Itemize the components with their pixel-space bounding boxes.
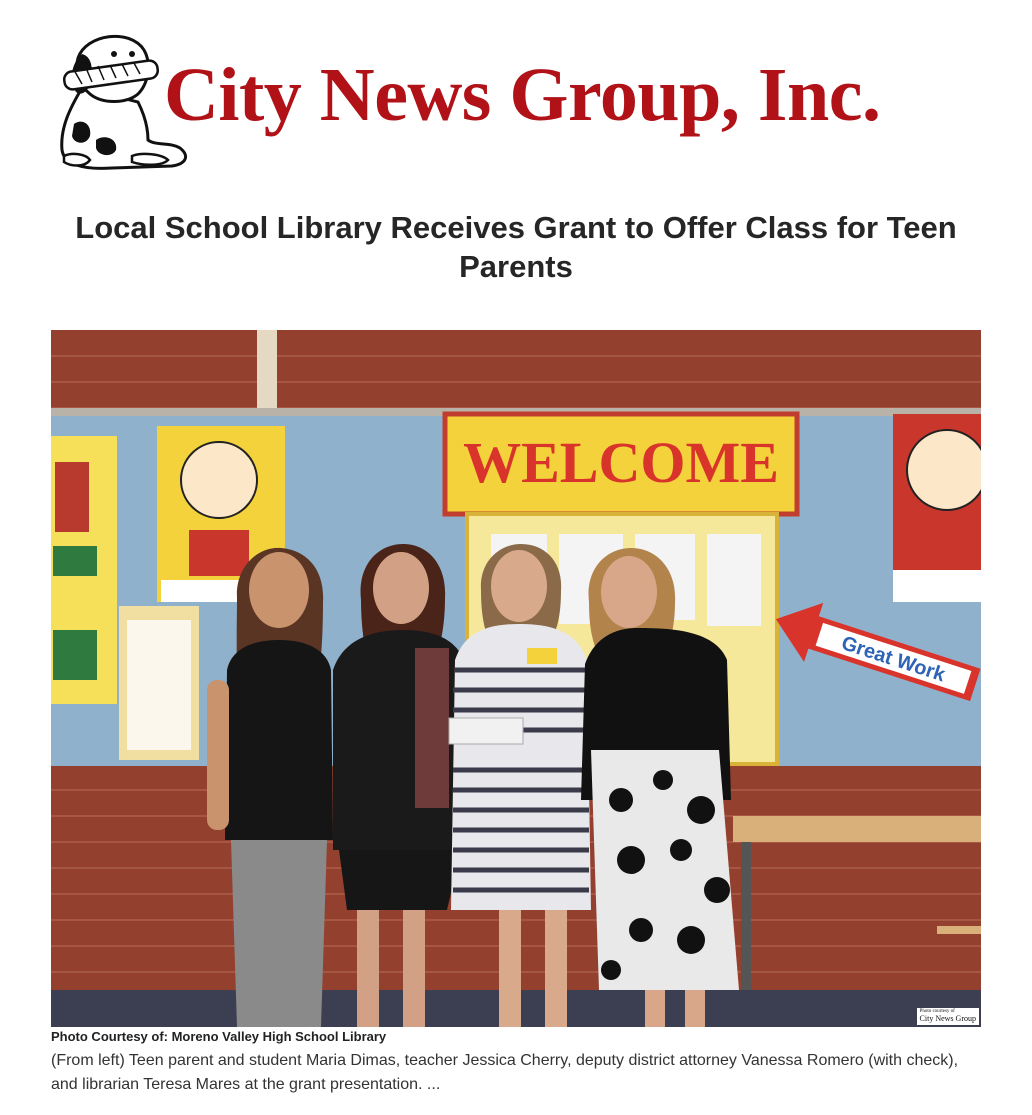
photo-credit: Photo Courtesy of: Moreno Valley High School Library bbox=[51, 1029, 387, 1044]
photo-watermark bbox=[917, 1008, 979, 1025]
watermark-text: City News Group bbox=[919, 1014, 976, 1023]
photo-caption: (From left) Teen parent and student Maria Dimas, teacher Jessica Cherry, deputy district attorney Vanessa Romero (with check), and librarian Teresa Mares at the grant presentation. ... bbox=[51, 1052, 959, 1093]
article-headline: Local School Library Receives Grant to Offer Class for Teen Parents bbox=[75, 210, 957, 284]
brand-name: City News Group, Inc. bbox=[164, 53, 881, 137]
great-work-sign-text: Great Work bbox=[838, 632, 948, 687]
watermark-small-text: Photo courtesy of bbox=[919, 1009, 955, 1014]
article-photo bbox=[51, 330, 981, 1027]
photo-scene bbox=[51, 330, 981, 1027]
masthead bbox=[52, 28, 982, 176]
welcome-banner-text: WELCOME bbox=[463, 430, 779, 495]
